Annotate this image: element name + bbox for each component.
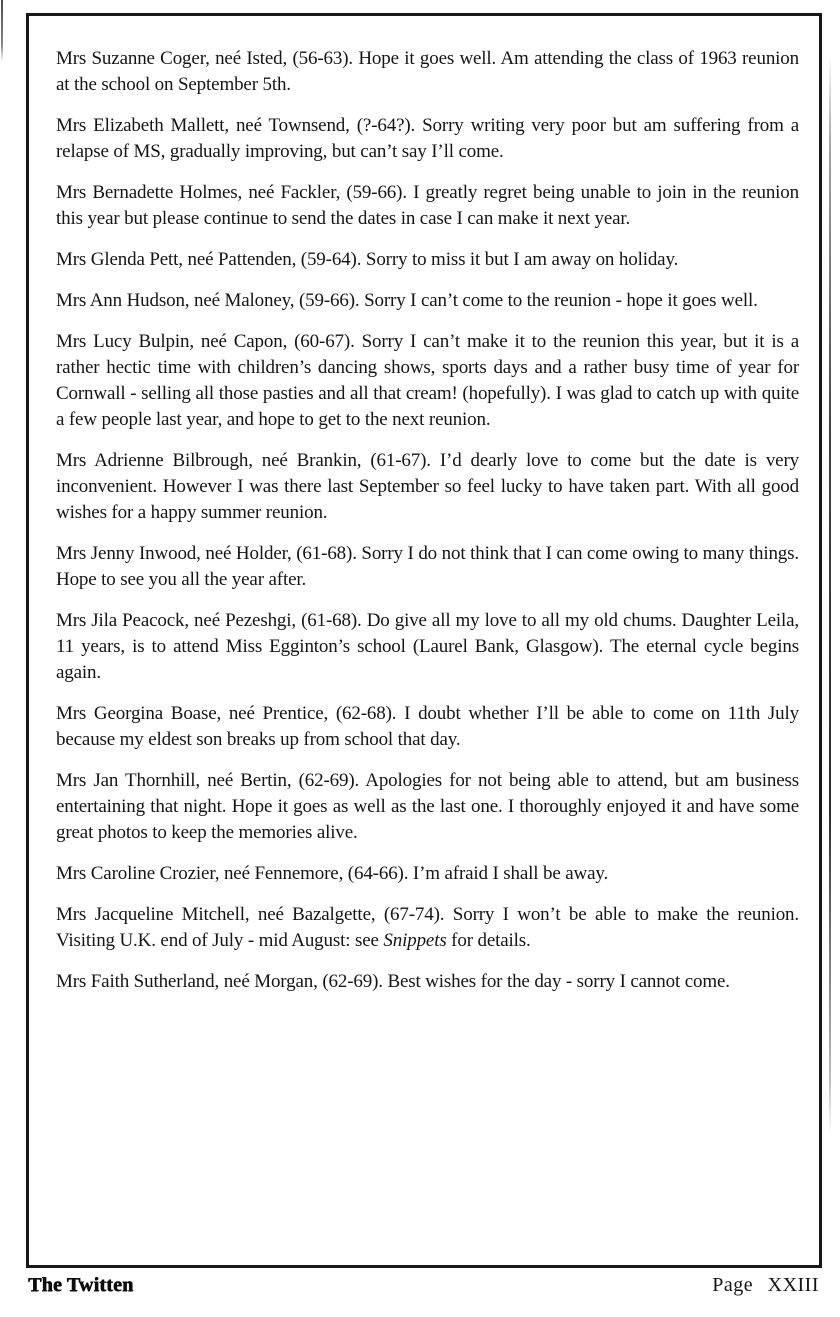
page-footer — [28, 1274, 819, 1304]
letter-paragraph — [56, 329, 799, 433]
text-run: Mrs Jila Peacock, neé Pezeshgi, (61-68). Do give all my love to all my old chums. Daughter Leila, 11 years, is to attend Miss Egginton’s school (Laurel Bank, Glasgow). The eternal cycle begins again. — [56, 610, 799, 683]
letter-paragraph — [56, 701, 799, 753]
text-run: Mrs Elizabeth Mallett, neé Townsend, (?-64?). Sorry writing very poor but am suffering from a relapse of MS, gradually improving, but can’t say I’ll come. — [56, 115, 799, 162]
letter-paragraph — [56, 288, 799, 314]
publication-title: The Twitten — [28, 1274, 134, 1296]
text-run: Mrs Jan Thornhill, neé Bertin, (62-69). Apologies for not being able to attend, but am business entertaining that night. Hope it goes as well as the last one. I thoroughly enjoyed it and have some great photos to keep the memories alive. — [56, 770, 799, 843]
letter-paragraph — [56, 448, 799, 526]
letter-paragraph — [56, 46, 799, 98]
letter-paragraph — [56, 608, 799, 686]
page-border-frame — [26, 13, 822, 1268]
scan-edge-artifact-right — [829, 55, 831, 1135]
text-run: Mrs Jenny Inwood, neé Holder, (61-68). Sorry I do not think that I can come owing to many things. Hope to see you all the year after. — [56, 543, 799, 590]
text-run: Mrs Georgina Boase, neé Prentice, (62-68). I doubt whether I’ll be able to come on 11th July because my eldest son breaks up from school that day. — [56, 703, 799, 750]
text-run: Mrs Caroline Crozier, neé Fennemore, (64-66). I’m afraid I shall be away. — [56, 863, 609, 884]
letter-paragraph — [56, 902, 799, 954]
page-number: Page XXIII — [712, 1274, 819, 1296]
scan-edge-artifact-topleft — [1, 0, 3, 62]
letter-paragraph — [56, 861, 799, 887]
text-run: for details. — [446, 930, 531, 951]
text-run: Mrs Lucy Bulpin, neé Capon, (60-67). Sorry I can’t make it to the reunion this year, but it is a rather hectic time with children’s dancing shows, sports days and a rather busy time of year for Cornwall - selling all those pasties and all that cream! (hopefully). I was glad to catch up with quite a few people last year, and hope to get to the next reunion. — [56, 331, 799, 430]
letter-paragraph — [56, 180, 799, 232]
text-run: Mrs Ann Hudson, neé Maloney, (59-66). Sorry I can’t come to the reunion - hope it goes well. — [56, 290, 758, 311]
text-run: Mrs Glenda Pett, neé Pattenden, (59-64). Sorry to miss it but I am away on holiday. — [56, 249, 679, 270]
letter-paragraph — [56, 768, 799, 846]
text-run: Mrs Faith Sutherland, neé Morgan, (62-69). Best wishes for the day - sorry I cannot come. — [56, 971, 730, 992]
letter-paragraph — [56, 113, 799, 165]
text-run: Mrs Bernadette Holmes, neé Fackler, (59-66). I greatly regret being unable to join in the reunion this year but please continue to send the dates in case I can make it next year. — [56, 182, 799, 229]
italic-text-run: Snippets — [383, 930, 447, 951]
text-run: Mrs Jacqueline Mitchell, neé Bazalgette, (67-74). Sorry I won’t be able to make the reunion. Visiting U.K. end of July - mid August: see — [56, 904, 799, 951]
letters-list — [56, 46, 799, 995]
text-run: Mrs Suzanne Coger, neé Isted, (56-63). Hope it goes well. Am attending the class of 1963 reunion at the school on September 5th. — [56, 48, 799, 95]
page-body — [56, 46, 799, 1265]
text-run: Mrs Adrienne Bilbrough, neé Brankin, (61-67). I’d dearly love to come but the date is very inconvenient. However I was there last September so feel lucky to have taken part. With all good wishes for a happy summer reunion. — [56, 450, 799, 523]
letter-paragraph — [56, 247, 799, 273]
letter-paragraph — [56, 969, 799, 995]
letter-paragraph — [56, 541, 799, 593]
